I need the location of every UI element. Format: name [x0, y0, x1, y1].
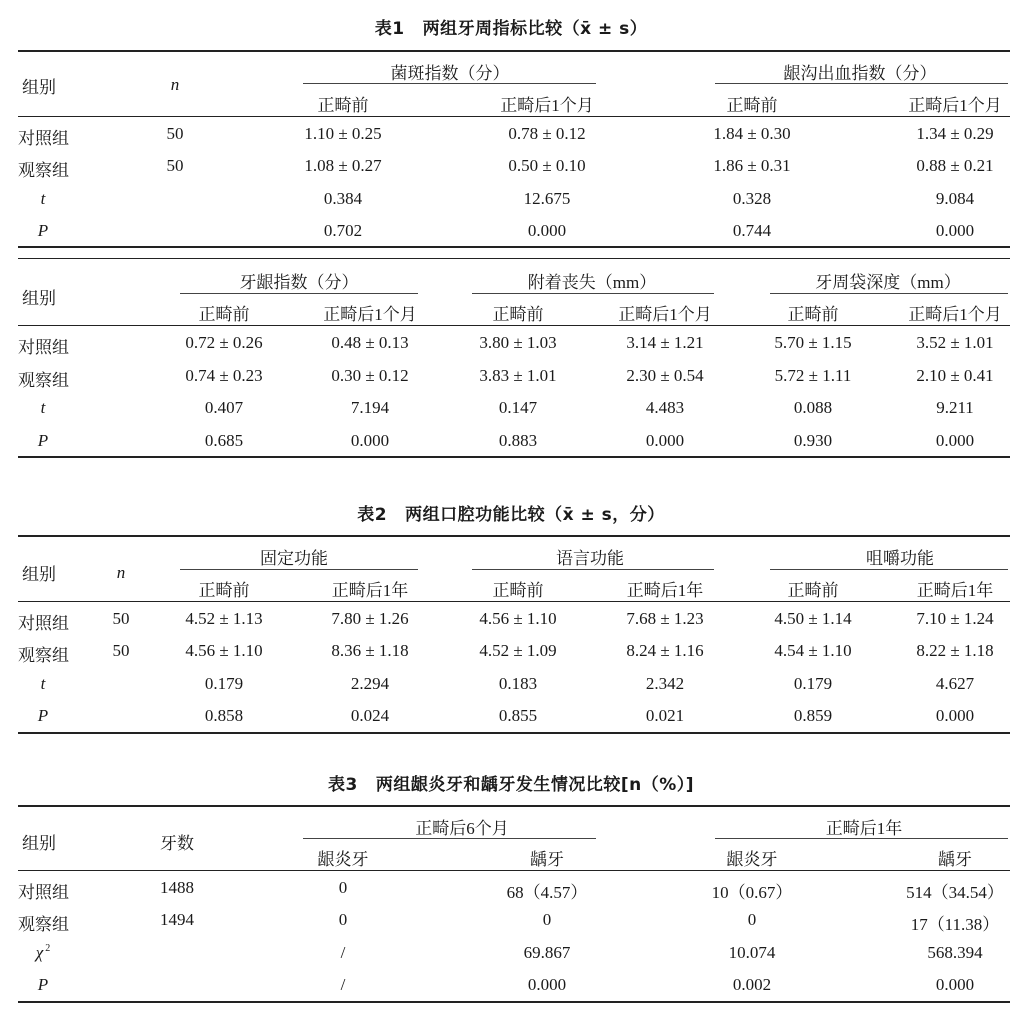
table1-part2-group-header: 组别 — [22, 289, 56, 308]
row-cell: / — [340, 975, 346, 994]
row-cell: 8.24 ± 1.16 — [626, 641, 704, 660]
row-label: t — [40, 398, 46, 417]
table1-caption-number: 表1 — [374, 19, 405, 39]
table3-subrule-1 — [303, 838, 596, 839]
table2-sub-6: 正畸后1年 — [916, 581, 994, 600]
row-cell: 0.000 — [645, 431, 685, 450]
table1-colgroup-bleeding: 龈沟出血指数（分） — [783, 64, 937, 83]
row-cell: 5.72 ± 1.11 — [774, 366, 852, 385]
row-cell: 5.70 ± 1.15 — [774, 333, 852, 352]
row-cell: 0.002 — [732, 975, 772, 994]
row-cell: 9.211 — [936, 398, 974, 417]
row-cell: 69.867 — [523, 943, 571, 962]
table3-colgroup-6months: 正畸后6个月 — [415, 819, 509, 838]
row-label: 对照组 — [18, 129, 69, 148]
row-cell: 3.52 ± 1.01 — [916, 333, 994, 352]
row-cell: 0.407 — [204, 398, 244, 417]
table3-caption — [0, 770, 1022, 795]
row-cell: 7.194 — [350, 398, 390, 417]
table2-sub-2: 正畸后1年 — [331, 581, 409, 600]
table3-teeth-header: 牙数 — [160, 834, 194, 853]
row-cell: 514（34.54） — [906, 883, 1004, 902]
chi-symbol: χ — [35, 943, 44, 962]
table1-colgroup-attachment: 附着丧失（mm） — [527, 273, 657, 292]
table3-sub-1: 龈炎牙 — [317, 850, 369, 869]
row-cell: 0 — [338, 910, 348, 929]
row-cell: 0 — [542, 910, 552, 929]
row-cell: 0.702 — [323, 221, 363, 240]
row-cell: 0.74 ± 0.23 — [185, 366, 263, 385]
table1-part2-sub-2: 正畸后1个月 — [323, 305, 417, 324]
table2-subrule-1 — [180, 569, 418, 570]
row-cell: 7.80 ± 1.26 — [331, 609, 409, 628]
row-cell: / — [340, 943, 346, 962]
table2-header-rule — [18, 601, 1010, 602]
row-cell: 12.675 — [523, 189, 571, 208]
row-n: 50 — [112, 609, 130, 628]
table2-sub-3: 正畸前 — [492, 581, 544, 600]
table1-header-rule — [18, 116, 1010, 117]
row-n: 50 — [166, 156, 184, 175]
row-cell: 0.384 — [323, 189, 363, 208]
row-cell: 4.483 — [645, 398, 685, 417]
table1-part2-subrule-3 — [770, 293, 1008, 294]
row-cell: 0.30 ± 0.12 — [331, 366, 409, 385]
row-cell: 4.52 ± 1.13 — [185, 609, 263, 628]
row-label: 观察组 — [18, 371, 69, 390]
table1-part2-subrule-1 — [180, 293, 418, 294]
row-cell: 1.84 ± 0.30 — [713, 124, 791, 143]
table1-caption-text: 两组牙周指标比较（x̄ ± s） — [422, 19, 648, 39]
table1-sub-1: 正畸前 — [317, 96, 369, 115]
table2-colgroup-speech: 语言功能 — [556, 549, 624, 568]
row-cell: 0.183 — [498, 674, 538, 693]
table2-colgroup-fixation: 固定功能 — [260, 549, 328, 568]
table1-part2-sub-5: 正畸前 — [787, 305, 839, 324]
row-cell: 0.179 — [793, 674, 833, 693]
row-cell: 0.147 — [498, 398, 538, 417]
row-label: P — [37, 431, 49, 450]
table3-sub-3: 龈炎牙 — [726, 850, 778, 869]
row-label: 对照组 — [18, 614, 69, 633]
row-cell: 0.021 — [645, 706, 685, 725]
row-cell: 4.627 — [935, 674, 975, 693]
row-cell: 2.10 ± 0.41 — [916, 366, 994, 385]
row-label: t — [40, 189, 46, 208]
row-cell: 0.024 — [350, 706, 390, 725]
table3-header-rule — [18, 870, 1010, 871]
row-cell: 0.48 ± 0.13 — [331, 333, 409, 352]
table1-part2-sub-4: 正畸后1个月 — [618, 305, 712, 324]
row-cell: 1.34 ± 0.29 — [916, 124, 994, 143]
table1-sub-4: 正畸后1个月 — [908, 96, 1002, 115]
row-label: t — [40, 674, 46, 693]
row-label: 对照组 — [18, 883, 69, 902]
table3-caption-text: 两组龈炎牙和龋牙发生情况比较[n（%）] — [375, 775, 695, 795]
row-teeth: 1488 — [160, 878, 194, 897]
table1-bottom-rule — [18, 456, 1010, 458]
row-teeth: 1494 — [160, 910, 194, 929]
table1-part2-subrule-2 — [472, 293, 714, 294]
row-cell: 0.000 — [527, 975, 567, 994]
row-cell: 10.074 — [728, 943, 776, 962]
chi-superscript: 2 — [45, 943, 51, 955]
row-label: 观察组 — [18, 646, 69, 665]
table2-caption-number: 表2 — [357, 505, 388, 525]
table3-bottom-rule — [18, 1001, 1010, 1003]
table1-part1-bottom-rule — [18, 246, 1010, 248]
table1-sub-2: 正畸后1个月 — [500, 96, 594, 115]
row-label: 观察组 — [18, 161, 69, 180]
row-cell: 0.88 ± 0.21 — [916, 156, 994, 175]
row-label: 观察组 — [18, 915, 69, 934]
row-cell: 2.294 — [350, 674, 390, 693]
row-cell: 0.000 — [527, 221, 567, 240]
table1-part2-sub-6: 正畸后1个月 — [908, 305, 1002, 324]
table2-sub-5: 正畸前 — [787, 581, 839, 600]
table1-n-header: n — [170, 75, 180, 94]
row-cell: 68（4.57） — [506, 883, 588, 902]
row-cell: 0.744 — [732, 221, 772, 240]
row-cell: 3.14 ± 1.21 — [626, 333, 704, 352]
table2-top-rule — [18, 535, 1010, 537]
row-cell: 0.000 — [935, 221, 975, 240]
table2-subrule-2 — [472, 569, 714, 570]
row-cell: 0.855 — [498, 706, 538, 725]
table2-sub-1: 正畸前 — [198, 581, 250, 600]
table1-group-header: 组别 — [22, 78, 56, 97]
row-cell: 0.088 — [793, 398, 833, 417]
table1-colgroup-gingival: 牙龈指数（分） — [239, 273, 359, 292]
row-cell: 0.858 — [204, 706, 244, 725]
row-label: 对照组 — [18, 338, 69, 357]
row-cell: 0.78 ± 0.12 — [508, 124, 586, 143]
row-cell: 4.56 ± 1.10 — [185, 641, 263, 660]
row-cell: 2.30 ± 0.54 — [626, 366, 704, 385]
row-label — [36, 943, 50, 963]
row-cell: 1.10 ± 0.25 — [304, 124, 382, 143]
table3-caption-number: 表3 — [327, 775, 358, 795]
table1-colgroup-plaque: 菌斑指数（分） — [390, 64, 510, 83]
row-n: 50 — [112, 641, 130, 660]
table2-n-header: n — [116, 563, 126, 582]
row-cell: 8.36 ± 1.18 — [331, 641, 409, 660]
row-label: P — [37, 706, 49, 725]
table3-sub-2: 龋牙 — [530, 850, 564, 869]
row-cell: 4.54 ± 1.10 — [774, 641, 852, 660]
row-n: 50 — [166, 124, 184, 143]
table1-part2-top-rule — [18, 258, 1010, 259]
table3-sub-4: 龋牙 — [938, 850, 972, 869]
row-label: P — [37, 221, 49, 240]
row-cell: 4.50 ± 1.14 — [774, 609, 852, 628]
row-cell: 1.86 ± 0.31 — [713, 156, 791, 175]
table2-caption — [0, 500, 1022, 525]
row-cell: 9.084 — [935, 189, 975, 208]
row-cell: 0.50 ± 0.10 — [508, 156, 586, 175]
table2-bottom-rule — [18, 732, 1010, 734]
table2-group-header: 组别 — [22, 565, 56, 584]
table3-group-header: 组别 — [22, 834, 56, 853]
table3-colgroup-1year: 正畸后1年 — [825, 819, 903, 838]
row-cell: 2.342 — [645, 674, 685, 693]
row-cell: 0.000 — [935, 975, 975, 994]
table3-subrule-2 — [715, 838, 1008, 839]
table1-caption — [0, 14, 1022, 39]
table3-top-rule — [18, 805, 1010, 807]
row-cell: 0 — [747, 910, 757, 929]
table2-colgroup-chewing: 咀嚼功能 — [866, 549, 934, 568]
row-cell: 8.22 ± 1.18 — [916, 641, 994, 660]
row-label: P — [37, 975, 49, 994]
row-cell: 7.10 ± 1.24 — [916, 609, 994, 628]
row-cell: 4.56 ± 1.10 — [479, 609, 557, 628]
row-cell: 3.83 ± 1.01 — [479, 366, 557, 385]
row-cell: 0.328 — [732, 189, 772, 208]
row-cell: 17（11.38） — [910, 915, 1000, 934]
table1-part2-sub-3: 正畸前 — [492, 305, 544, 324]
row-cell: 4.52 ± 1.09 — [479, 641, 557, 660]
table2-caption-text: 两组口腔功能比较（x̄ ± s，分） — [405, 505, 665, 525]
row-cell: 0.859 — [793, 706, 833, 725]
row-cell: 0.72 ± 0.26 — [185, 333, 263, 352]
row-cell: 0.179 — [204, 674, 244, 693]
row-cell: 0.000 — [935, 706, 975, 725]
table1-part2-sub-1: 正畸前 — [198, 305, 250, 324]
row-cell: 1.08 ± 0.27 — [304, 156, 382, 175]
table1-top-rule — [18, 50, 1010, 52]
table2-sub-4: 正畸后1年 — [626, 581, 704, 600]
row-cell: 0 — [338, 878, 348, 897]
table2-subrule-3 — [770, 569, 1008, 570]
row-cell: 10（0.67） — [711, 883, 793, 902]
row-cell: 0.000 — [350, 431, 390, 450]
table1-colgroup-pocket: 牙周袋深度（mm） — [815, 273, 961, 292]
table1-subrule-1 — [303, 83, 596, 84]
table1-part2-header-rule — [18, 325, 1010, 326]
table1-sub-3: 正畸前 — [726, 96, 778, 115]
row-cell: 0.685 — [204, 431, 244, 450]
row-cell: 0.930 — [793, 431, 833, 450]
row-cell: 0.883 — [498, 431, 538, 450]
row-cell: 3.80 ± 1.03 — [479, 333, 557, 352]
row-cell: 0.000 — [935, 431, 975, 450]
row-cell: 7.68 ± 1.23 — [626, 609, 704, 628]
table1-subrule-2 — [715, 83, 1008, 84]
row-cell: 568.394 — [927, 943, 983, 962]
